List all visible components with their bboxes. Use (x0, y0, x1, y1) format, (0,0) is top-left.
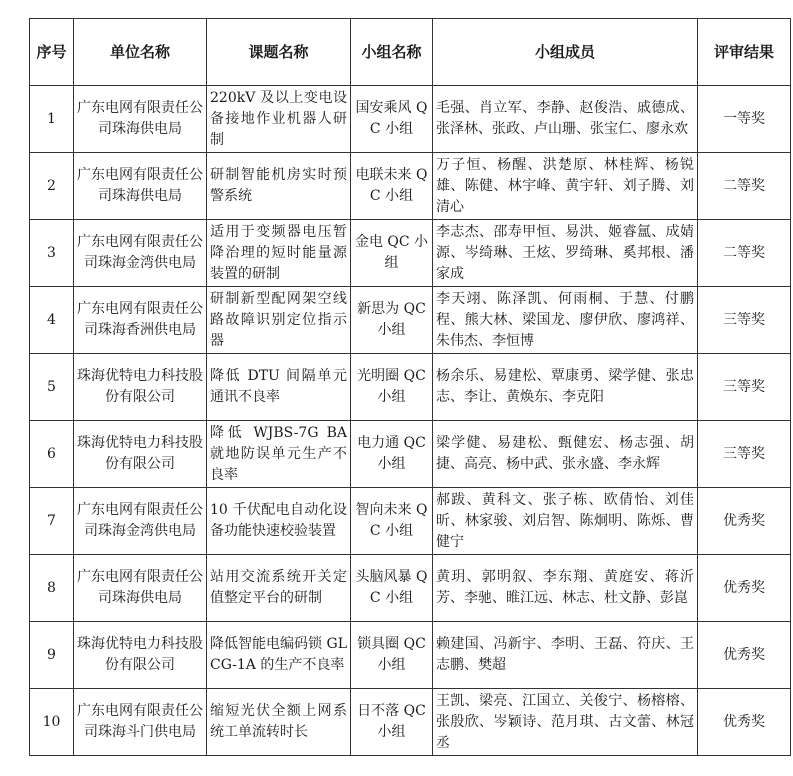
cell-topic: 10 千伏配电自动化设备功能快速校验装置 (207, 488, 351, 555)
header-unit: 单位名称 (74, 19, 207, 86)
cell-members: 杨余乐、易建松、覃康勇、梁学健、张忠志、李让、黄焕东、李克阳 (433, 354, 698, 421)
cell-members: 王凯、梁亮、江国立、关俊宁、杨榕榕、张殷欣、岑颖诗、范月琪、古文蕾、林冠丞 (433, 689, 698, 756)
cell-seq: 3 (30, 220, 74, 287)
cell-topic: 站用交流系统开关定值整定平台的研制 (207, 555, 351, 622)
cell-team: 电联未来 QC 小组 (351, 153, 433, 220)
cell-award: 三等奖 (698, 287, 791, 354)
cell-team: 锁具圈 QC 小组 (351, 622, 433, 689)
cell-topic: 降低智能电编码锁 GLCG-1A 的生产不良率 (207, 622, 351, 689)
cell-award: 二等奖 (698, 220, 791, 287)
table-row (30, 354, 791, 421)
table-row (30, 287, 791, 354)
cell-topic: 适用于变频器电压暂降治理的短时能量源装置的研制 (207, 220, 351, 287)
cell-unit: 广东电网有限责任公司珠海香洲供电局 (74, 287, 207, 354)
cell-award: 优秀奖 (698, 689, 791, 756)
cell-unit: 广东电网有限责任公司珠海供电局 (74, 555, 207, 622)
table-row (30, 421, 791, 488)
cell-members: 李天翊、陈泽凯、何雨桐、于慧、付鹏程、熊大林、梁国龙、廖伊欣、廖鸿祥、朱伟杰、李恒博 (433, 287, 698, 354)
cell-team: 国安乘风 QC 小组 (351, 86, 433, 153)
cell-unit: 珠海优特电力科技股份有限公司 (74, 354, 207, 421)
table-row (30, 153, 791, 220)
cell-team: 电力通 QC 小组 (351, 421, 433, 488)
cell-topic: 研制智能机房实时预警系统 (207, 153, 351, 220)
header-row (30, 19, 791, 86)
cell-seq: 5 (30, 354, 74, 421)
cell-seq: 6 (30, 421, 74, 488)
cell-members: 万子恒、杨醒、洪楚原、林桂辉、杨锐雄、陈健、林宇峰、黄宇轩、刘子腾、刘清心 (433, 153, 698, 220)
header-seq: 序号 (30, 19, 74, 86)
table-row (30, 622, 791, 689)
header-award: 评审结果 (698, 19, 791, 86)
cell-topic: 降低 DTU 间隔单元通讯不良率 (207, 354, 351, 421)
cell-topic: 研制新型配网架空线路故障识别定位指示器 (207, 287, 351, 354)
cell-topic: 降低 WJBS-7G BA 就地防误单元生产不良率 (207, 421, 351, 488)
cell-members: 郝跋、黄科文、张子栋、欧倩怡、刘佳昕、林家骏、刘启智、陈炯明、陈烁、曹健宁 (433, 488, 698, 555)
cell-members: 梁学健、易建松、甄健宏、杨志强、胡捷、高亮、杨中武、张永盛、李永辉 (433, 421, 698, 488)
cell-seq: 8 (30, 555, 74, 622)
table-row (30, 488, 791, 555)
cell-seq: 10 (30, 689, 74, 756)
cell-team: 光明圈 QC 小组 (351, 354, 433, 421)
cell-award: 优秀奖 (698, 555, 791, 622)
cell-unit: 广东电网有限责任公司珠海供电局 (74, 153, 207, 220)
cell-team: 智向未来 QC 小组 (351, 488, 433, 555)
cell-seq: 1 (30, 86, 74, 153)
cell-unit: 广东电网有限责任公司珠海金湾供电局 (74, 220, 207, 287)
cell-award: 三等奖 (698, 354, 791, 421)
cell-seq: 9 (30, 622, 74, 689)
cell-award: 优秀奖 (698, 622, 791, 689)
table-row (30, 555, 791, 622)
cell-award: 优秀奖 (698, 488, 791, 555)
cell-award: 一等奖 (698, 86, 791, 153)
cell-unit: 珠海优特电力科技股份有限公司 (74, 421, 207, 488)
table-row (30, 689, 791, 756)
cell-team: 金电 QC 小组 (351, 220, 433, 287)
cell-topic: 220kV 及以上变电设备接地作业机器人研制 (207, 86, 351, 153)
cell-seq: 7 (30, 488, 74, 555)
cell-team: 新思为 QC 小组 (351, 287, 433, 354)
results-sheet (29, 18, 790, 756)
cell-unit: 广东电网有限责任公司珠海斗门供电局 (74, 689, 207, 756)
header-topic: 课题名称 (207, 19, 351, 86)
cell-members: 毛强、肖立军、李静、赵俊浩、戚德成、张泽林、张政、卢山珊、张宝仁、廖永欢 (433, 86, 698, 153)
award-results-table (29, 18, 791, 756)
table-row (30, 86, 791, 153)
cell-award: 三等奖 (698, 421, 791, 488)
cell-team: 日不落 QC 小组 (351, 689, 433, 756)
cell-award: 二等奖 (698, 153, 791, 220)
header-team: 小组名称 (351, 19, 433, 86)
cell-members: 赖建国、冯新宇、李明、王磊、符庆、王志鹏、樊超 (433, 622, 698, 689)
table-row (30, 220, 791, 287)
cell-members: 黄玥、郭明叙、李东翔、黄庭安、蒋沂芳、李驰、睢江远、林志、杜文静、彭崑 (433, 555, 698, 622)
cell-seq: 2 (30, 153, 74, 220)
cell-members: 李志杰、邵寿甲恒、易洪、姬睿氲、成婧源、岑绮琳、王炫、罗绮琳、奚邦根、潘家成 (433, 220, 698, 287)
cell-seq: 4 (30, 287, 74, 354)
cell-unit: 珠海优特电力科技股份有限公司 (74, 622, 207, 689)
cell-topic: 缩短光伏全额上网系统工单流转时长 (207, 689, 351, 756)
cell-unit: 广东电网有限责任公司珠海金湾供电局 (74, 488, 207, 555)
cell-team: 头脑风暴 QC 小组 (351, 555, 433, 622)
cell-unit: 广东电网有限责任公司珠海供电局 (74, 86, 207, 153)
header-members: 小组成员 (433, 19, 698, 86)
